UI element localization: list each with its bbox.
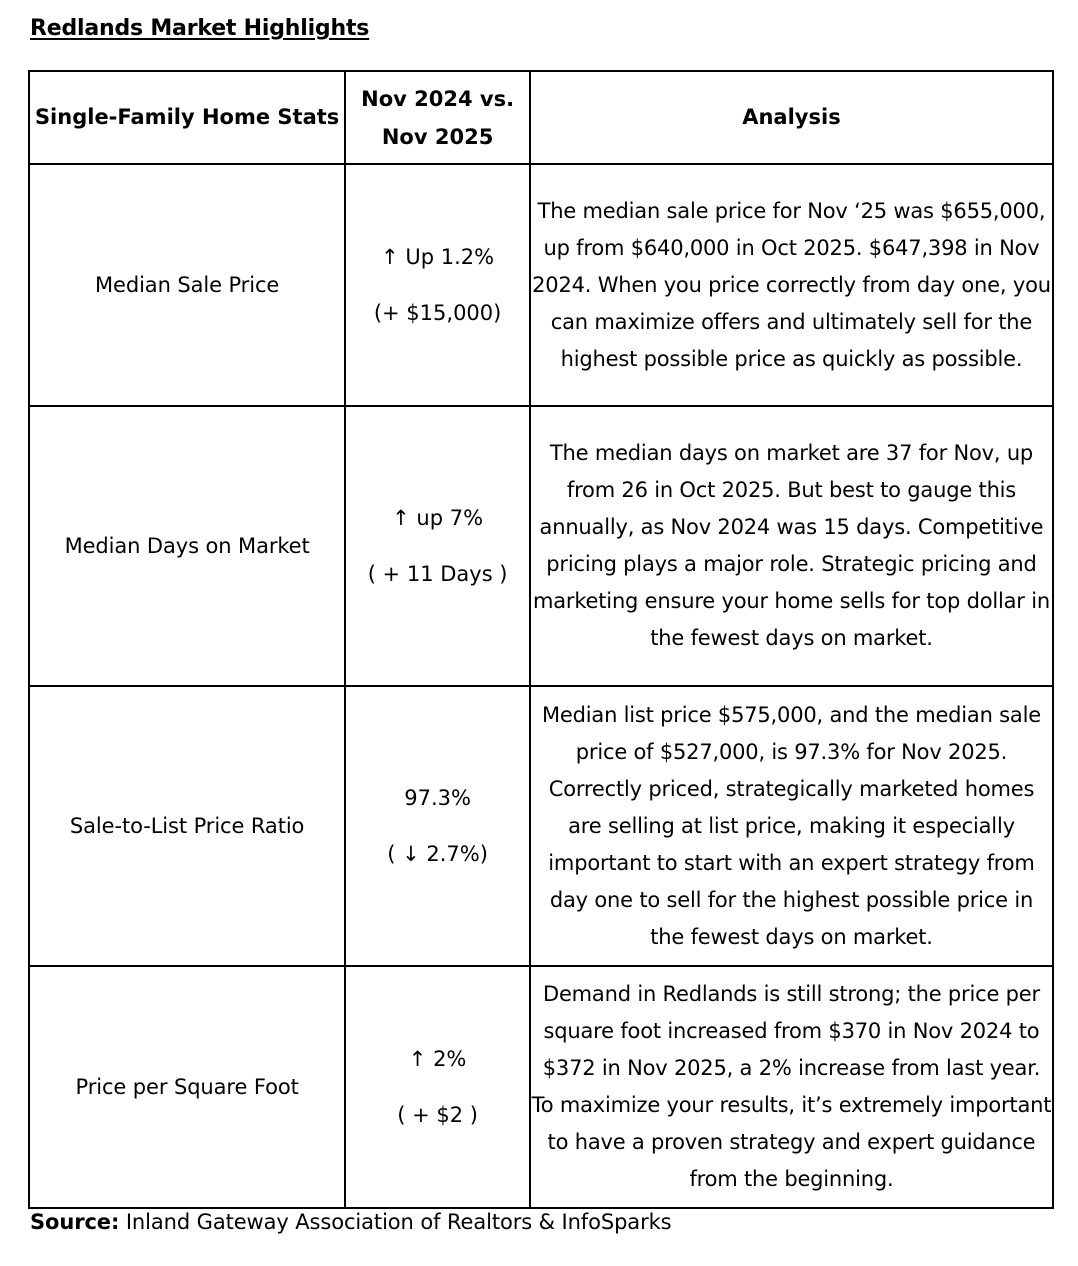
metric-change (345, 164, 530, 406)
table-header-row (29, 71, 1053, 164)
header-period-line1: Nov 2024 vs. (361, 86, 515, 111)
metric-name: Median Days on Market (29, 406, 345, 686)
table-row (29, 686, 1053, 966)
change-value: ↑ up 7% (392, 506, 484, 530)
header-period (345, 71, 530, 164)
metric-name: Price per Square Foot (29, 966, 345, 1208)
header-stats: Single-Family Home Stats (29, 71, 345, 164)
change-delta: ( ↓ 2.7%) (387, 842, 488, 866)
change-value: ↑ Up 1.2% (381, 245, 495, 269)
metric-name: Sale-to-List Price Ratio (29, 686, 345, 966)
change-delta: ( + $2 ) (397, 1103, 478, 1127)
metric-change (345, 686, 530, 966)
change-value: ↑ 2% (408, 1047, 467, 1071)
analysis-text: The median sale price for Nov ‘25 was $655,000, up from $640,000 in Oct 2025. $647,398 in Nov 2024. When you price correctly from day one, you can maximize offers and ultimately sell for the highest possible price as quickly as possible. (530, 164, 1053, 406)
metric-change (345, 406, 530, 686)
source-label: Source: (30, 1210, 120, 1234)
analysis-text: Median list price $575,000, and the median sale price of $527,000, is 97.3% for Nov 2025. Correctly priced, strategically marketed homes are selling at list price, making it especially important to start with an expert strategy from day one to sell for the highest possible price in the fewest days on market. (530, 686, 1053, 966)
table-row (29, 966, 1053, 1208)
header-analysis: Analysis (530, 71, 1053, 164)
change-delta: ( + 11 Days ) (367, 562, 508, 586)
market-stats-table (28, 70, 1054, 1209)
change-delta: (+ $15,000) (373, 301, 502, 325)
source-note (30, 1210, 672, 1234)
source-text: Inland Gateway Association of Realtors & InfoSparks (119, 1210, 672, 1234)
analysis-text: Demand in Redlands is still strong; the price per square foot increased from $370 in Nov 2024 to $372 in Nov 2025, a 2% increase from last year. To maximize your results, it’s extremely important to have a proven strategy and expert guidance from the beginning. (530, 966, 1053, 1208)
change-value: 97.3% (404, 786, 471, 810)
metric-name: Median Sale Price (29, 164, 345, 406)
header-period-line2: Nov 2025 (381, 124, 494, 149)
analysis-text: The median days on market are 37 for Nov, up from 26 in Oct 2025. But best to gauge this annually, as Nov 2024 was 15 days. Competitive pricing plays a major role. Strategic pricing and marketing ensure your home sells for top dollar in the fewest days on market. (530, 406, 1053, 686)
table-row (29, 406, 1053, 686)
page-title: Redlands Market Highlights (30, 16, 370, 41)
table-row (29, 164, 1053, 406)
metric-change (345, 966, 530, 1208)
